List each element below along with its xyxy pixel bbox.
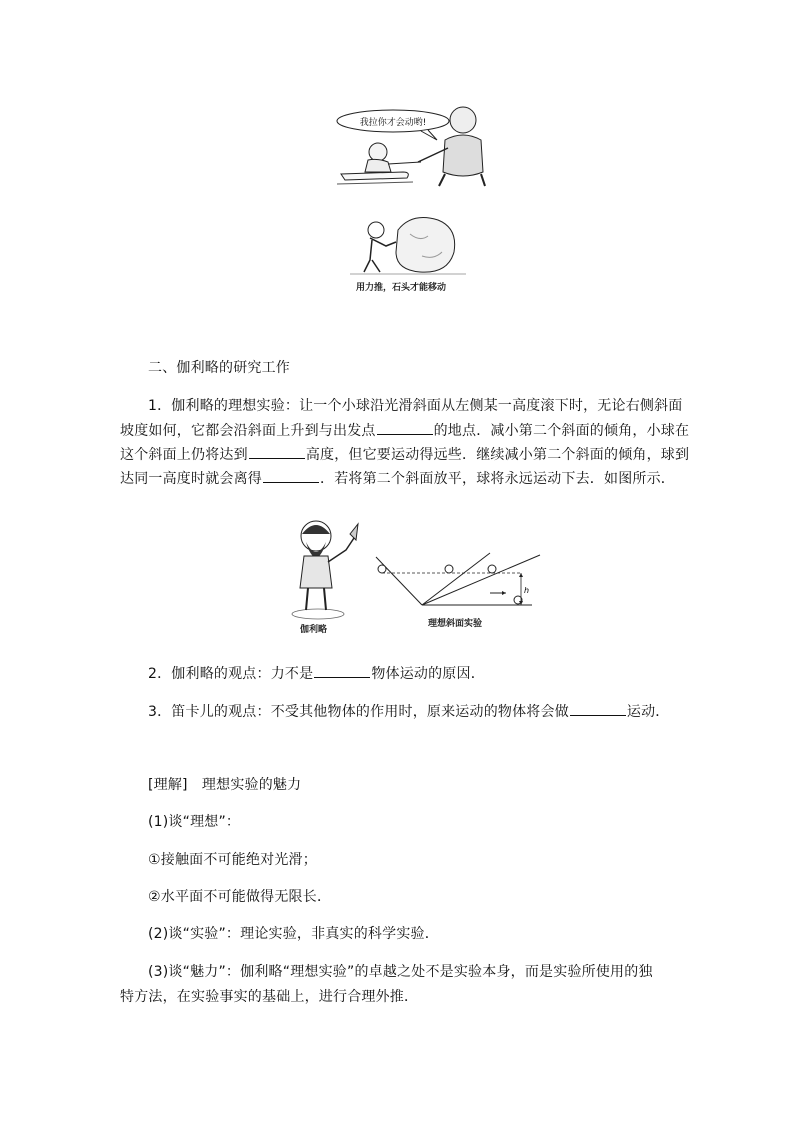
item2	[148, 662, 708, 686]
speech-bubble-text: 我拉你才会动哟!	[359, 118, 427, 128]
push-caption: 用力推，石头才能移动	[356, 283, 447, 293]
galileo-portrait	[288, 510, 368, 620]
item1-line2	[120, 419, 690, 443]
item1-text-2b: 的地点．减小第二个斜面的倾角，小球在	[433, 423, 690, 439]
item1-line3	[120, 443, 690, 467]
ideal-incline-diagram	[372, 545, 544, 615]
understanding-p1a: ①接触面不可能绝对光滑；	[148, 852, 317, 868]
item1-text-4a: 达同一高度时就会离得	[120, 471, 262, 487]
understanding-p3b: 特方法，在实验事实的基础上，进行合理外推．	[120, 989, 419, 1005]
understanding-p3a: (3)谈“魅力”：伽利略“理想实验”的卓越之处不是实验本身，而是实验所使用的独	[148, 964, 653, 980]
fill-blank-4[interactable]	[314, 663, 370, 678]
item1-text-3b: 高度，但它要运动得远些．继续减小第二个斜面的倾角，球到	[305, 447, 690, 463]
item1-line1	[148, 394, 708, 418]
experiment-caption: 理想斜面实验	[428, 619, 483, 629]
item1-text-3a: 这个斜面上仍将达到	[120, 447, 248, 463]
height-label: h	[524, 586, 530, 595]
fill-blank-5[interactable]	[570, 701, 626, 716]
item1-text-4b: ．若将第二个斜面放平，球将永远运动下去．如图所示．	[320, 471, 675, 487]
fill-blank-2[interactable]	[249, 444, 305, 459]
fill-blank-3[interactable]	[263, 468, 319, 483]
section-heading: 二、伽利略的研究工作	[148, 360, 290, 376]
item3	[148, 700, 708, 724]
item2-text-a: 2．伽利略的观点：力不是	[148, 666, 314, 682]
fill-blank-1[interactable]	[377, 420, 433, 435]
item2-text-b: 物体运动的原因．	[371, 666, 485, 682]
item1-text-1: 1．伽利略的理想实验：让一个小球沿光滑斜面从左侧某一高度滚下时，无论右侧斜面	[148, 398, 683, 414]
understanding-title: [理解] 理想实验的魅力	[148, 777, 302, 793]
sled-pulling-illustration	[333, 100, 503, 190]
galileo-caption: 伽利略	[300, 625, 328, 635]
item3-text-b: 运动．	[626, 704, 670, 720]
item1-line4	[120, 467, 680, 491]
understanding-p1: (1)谈“理想”：	[148, 814, 241, 830]
item3-text-a: 3．笛卡儿的观点：不受其他物体的作用时，原来运动的物体将会做	[148, 704, 569, 720]
understanding-p2: (2)谈“实验”：理论实验，非真实的科学实验．	[148, 926, 439, 942]
item1-text-2a: 坡度如何，它都会沿斜面上升到与出发点	[120, 423, 376, 439]
understanding-p1b: ②水平面不可能做得无限长．	[148, 889, 332, 905]
rock-pushing-illustration	[350, 212, 470, 280]
